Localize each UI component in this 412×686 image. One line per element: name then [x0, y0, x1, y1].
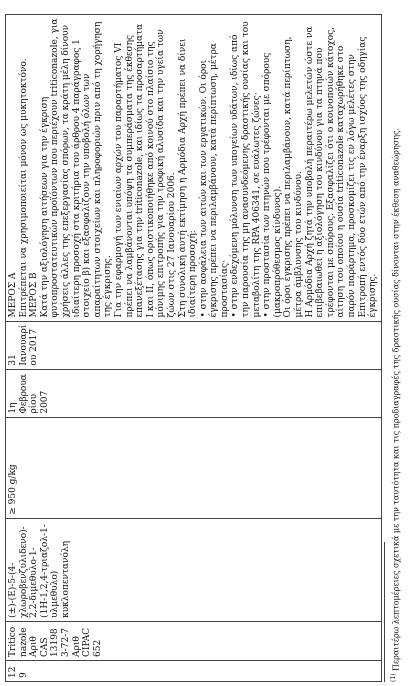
provision-line: • στην ασφάλεια των αιτών και των εργατικών. Οι όροι έγκρισης πρέπει να περιλαμβάνουν, κατά περίπτωση, μέτρα προστασίας·	[198, 43, 230, 318]
specific-provisions-cell	[6, 15, 382, 322]
purity-cell: ≥ 950 g/kg	[6, 417, 382, 518]
provision-line: • στην ενδεχόμενη μόλυνση των υπογείων υδάτων, ιδίως από την παρουσία της μη ανασυνδεόμενης δραστικής ουσίας και του μεταβολίτη της RPA 406341, σε ευάλωτες ζώνες·	[230, 21, 262, 318]
provision-line: Για την εφαρμογή των ενιαίων αρχών του παραρτήματος VI πρέπει να λαμβάνονται υπόψη τα συμπεράσματα της έκθεσης επανεξέτασης για την triticonazole, και ιδίως τα προσαρτήματα I και II, όπως οριστικοποιήθηκε από κοινού στο πλαίσιο της μόνιμης επιτροπής για την τροφική αλυσίδα και την υγεία των ζώων στις 27 Ιανουαρίου 2006.	[113, 23, 177, 318]
provision-line: Επιτρέπεται να χρησιμοποιείται μόνον ως μυκητοκτόνο.	[18, 58, 29, 318]
footnote-marker: (1)	[390, 673, 397, 682]
footnote	[389, 14, 402, 682]
footnote-text: Περαιτέρω λεπτομέρειες σχετικά με την ταυτότητα και τις προδιαγραφές της δραστικής ουσίας δίνονται στην έκθεση αναθεώρησης.	[391, 127, 401, 671]
entry-into-force-cell: 1η Φεβρουαρίου 2007	[6, 369, 382, 417]
provision-line: Κατά την αξιολόγηση αιτήσεων για την έγκριση φυτοπροστατευτικών προϊόντων που περιέχουν triticonazole, για χρήσεις άλλες της επεξεργασίας σπόρων, τα κράτη μέλη δίνουν ιδιαίτερη προσοχή στα κριτήρια του άρθρου 4 παράγραφος 1 στοιχείο β) και εξασφαλίζουν την υποβολή όλων των απαραίτητων στοιχείων και πληροφοριών πριν από τη χορήγηση της έγκρισης.	[39, 18, 114, 318]
expiration-cell: 31 Ιανουαρίου 2017	[6, 321, 382, 369]
provision-line: Η Αρμόδια Αρχή ζητά την υποβολή περαιτέρω μελετών ώστε να επιβεβαιωθεί η αξιολόγηση του κινδύνου για τα πτηνά που τρέφονται με σπόρους. Εξασφαλίζει ότι ο κοινοποιών κάτοχος, αίτηση του οποίου η ουσία triticonazole καταχωρήθηκε στο παρόν παράρτημα, προσκομίζει τις εν λόγω μελέτες στην Επιτροπή εντός δύο ετών από την έναρξη ισχύος της οδηγίας έγκρισης.	[304, 26, 379, 318]
provision-line: ΜΕΡΟΣ Β	[29, 272, 40, 318]
row-number: 129	[6, 660, 382, 681]
common-name-cell: Triticonazole Αριθ CAS 131983-72-7 Αριθ CIPAC 652	[6, 621, 382, 660]
footnote-divider	[384, 542, 385, 682]
annex-table	[5, 14, 382, 682]
provision-line: • στην προστασία των πτηνών που τρέφονται με σπόρους (μακροπρόθεσμος κίνδυνος).	[262, 52, 283, 318]
provision-line: Οι όροι έγκρισης πρέπει να περιλαμβάνουν, κατά περίπτωση, μέτρα άμβλυνσης του κινδύνου.	[283, 36, 305, 318]
provision-line: ΜΕΡΟΣ Α	[8, 272, 18, 318]
iupac-name-cell: (±)-(E)-5-(4-χλωροβενζυλιδενο)-2,2-διμεθυλο-1-(1Η-1,2,4-τριαζολ-1-υλμεθυλο) κυκλοπεντανόλη	[6, 518, 382, 621]
table-row	[6, 15, 382, 682]
provision-line: Στη συνολική αυτή εκτίμηση η Αρμόδια Αρχή πρέπει να δίνει ιδιαίτερη προσοχή:	[177, 38, 199, 318]
